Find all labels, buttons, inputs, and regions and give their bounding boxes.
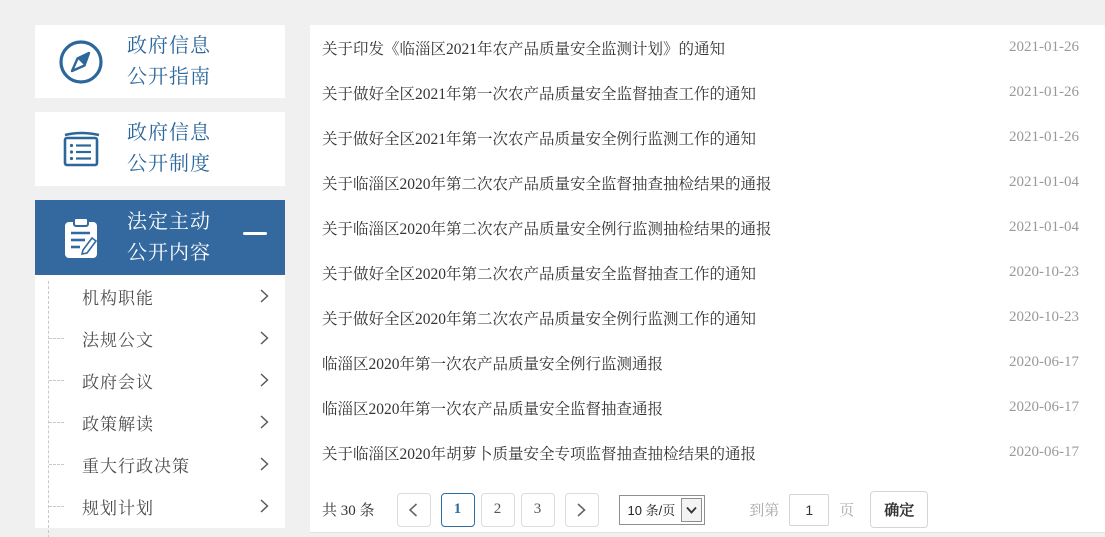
page-size-value: 10 条/页 xyxy=(627,503,676,518)
list-item xyxy=(310,205,1105,250)
page-button-1[interactable]: 1 xyxy=(441,493,475,527)
list-item xyxy=(310,25,1105,70)
tree-connector xyxy=(49,380,64,381)
list-item xyxy=(310,160,1105,205)
chevron-right-icon xyxy=(260,499,269,513)
goto-page-group xyxy=(749,491,928,528)
news-date: 2021-01-04 xyxy=(1009,174,1079,190)
list-item xyxy=(310,115,1105,160)
sidebar-item-legal-disclosure[interactable] xyxy=(35,200,285,275)
news-date: 2020-10-23 xyxy=(1009,309,1079,325)
news-date: 2021-01-26 xyxy=(1009,39,1079,55)
list-item xyxy=(310,295,1105,340)
news-title-link[interactable]: 关于做好全区2020年第二次农产品质量安全例行监测工作的通知 xyxy=(322,310,757,328)
page-size-select[interactable] xyxy=(619,495,706,525)
sidebar-item-planning[interactable]: 规划计划 xyxy=(35,485,285,527)
news-title-link[interactable]: 关于临淄区2020年胡萝卜质量安全专项监督抽查抽检结果的通报 xyxy=(322,445,757,463)
tree-connector xyxy=(49,422,64,423)
tree-connector xyxy=(49,506,64,507)
list-item xyxy=(310,250,1105,295)
news-title-link[interactable]: 关于临淄区2020年第二次农产品质量安全监督抽查抽检结果的通报 xyxy=(322,175,772,193)
goto-page-input[interactable] xyxy=(789,494,829,526)
tree-connector xyxy=(49,464,64,465)
sidebar-item-label: 政府信息 公开指南 xyxy=(127,34,211,88)
news-date: 2021-01-04 xyxy=(1009,219,1079,235)
list-item xyxy=(310,70,1105,115)
document-icon xyxy=(57,125,105,173)
page-button-2[interactable]: 2 xyxy=(481,493,515,527)
news-title-link[interactable]: 关于做好全区2020年第二次农产品质量安全监督抽查工作的通知 xyxy=(322,265,757,283)
news-date: 2020-06-17 xyxy=(1009,444,1079,460)
news-title-link[interactable]: 关于印发《临淄区2021年农产品质量安全监测计划》的通知 xyxy=(322,40,726,58)
sidebar-item-label: 政府信息 公开制度 xyxy=(127,122,211,175)
chevron-right-icon xyxy=(260,289,269,303)
confirm-button[interactable]: 确定 xyxy=(870,491,928,528)
sidebar-item-gov-meetings[interactable]: 政府会议 xyxy=(35,359,285,401)
sidebar-submenu xyxy=(35,275,285,528)
news-date: 2021-01-26 xyxy=(1009,129,1079,145)
chevron-right-icon xyxy=(260,457,269,471)
news-date: 2020-10-23 xyxy=(1009,264,1079,280)
news-date: 2021-01-26 xyxy=(1009,84,1079,100)
total-count: 共 30 条 xyxy=(322,503,375,519)
tree-connector xyxy=(49,338,64,339)
chevron-down-icon xyxy=(681,498,702,522)
news-list-panel xyxy=(310,25,1105,533)
chevron-right-icon xyxy=(260,331,269,345)
prev-page-button[interactable] xyxy=(397,493,431,527)
news-title-link[interactable]: 关于临淄区2020年第二次农产品质量安全例行监测抽检结果的通报 xyxy=(322,220,772,238)
sidebar-item-gov-info-system[interactable] xyxy=(35,112,285,186)
goto-prefix-label: 到第 xyxy=(749,503,780,519)
list-item xyxy=(310,430,1105,475)
goto-suffix-label: 页 xyxy=(839,503,855,519)
collapse-minus-icon[interactable] xyxy=(243,232,267,235)
news-date: 2020-06-17 xyxy=(1009,354,1079,370)
list-item xyxy=(310,385,1105,430)
sidebar-item-regulations[interactable]: 法规公文 xyxy=(35,317,285,359)
next-page-button[interactable] xyxy=(565,493,599,527)
sidebar-item-policy-interpretation[interactable]: 政策解读 xyxy=(35,401,285,443)
list-item xyxy=(310,340,1105,385)
news-title-link[interactable]: 临淄区2020年第一次农产品质量安全监督抽查通报 xyxy=(322,400,664,418)
sidebar-item-gov-info-guide[interactable] xyxy=(35,25,285,98)
sidebar-item-label: 法定主动 公开内容 xyxy=(127,210,211,264)
chevron-right-icon xyxy=(260,373,269,387)
news-title-link[interactable]: 关于做好全区2021年第一次农产品质量安全监督抽查工作的通知 xyxy=(322,85,757,103)
news-date: 2020-06-17 xyxy=(1009,399,1079,415)
news-title-link[interactable]: 关于做好全区2021年第一次农产品质量安全例行监测工作的通知 xyxy=(322,130,757,148)
sidebar-item-major-decisions[interactable]: 重大行政决策 xyxy=(35,443,285,485)
news-title-link[interactable]: 临淄区2020年第一次农产品质量安全例行监测通报 xyxy=(322,355,664,373)
compass-icon xyxy=(57,38,105,86)
chevron-right-icon xyxy=(260,415,269,429)
pagination-bar xyxy=(310,491,1105,528)
page-button-3[interactable]: 3 xyxy=(521,493,555,527)
sidebar-item-agency-functions[interactable]: 机构职能 xyxy=(35,275,285,317)
clipboard-icon xyxy=(57,214,105,262)
